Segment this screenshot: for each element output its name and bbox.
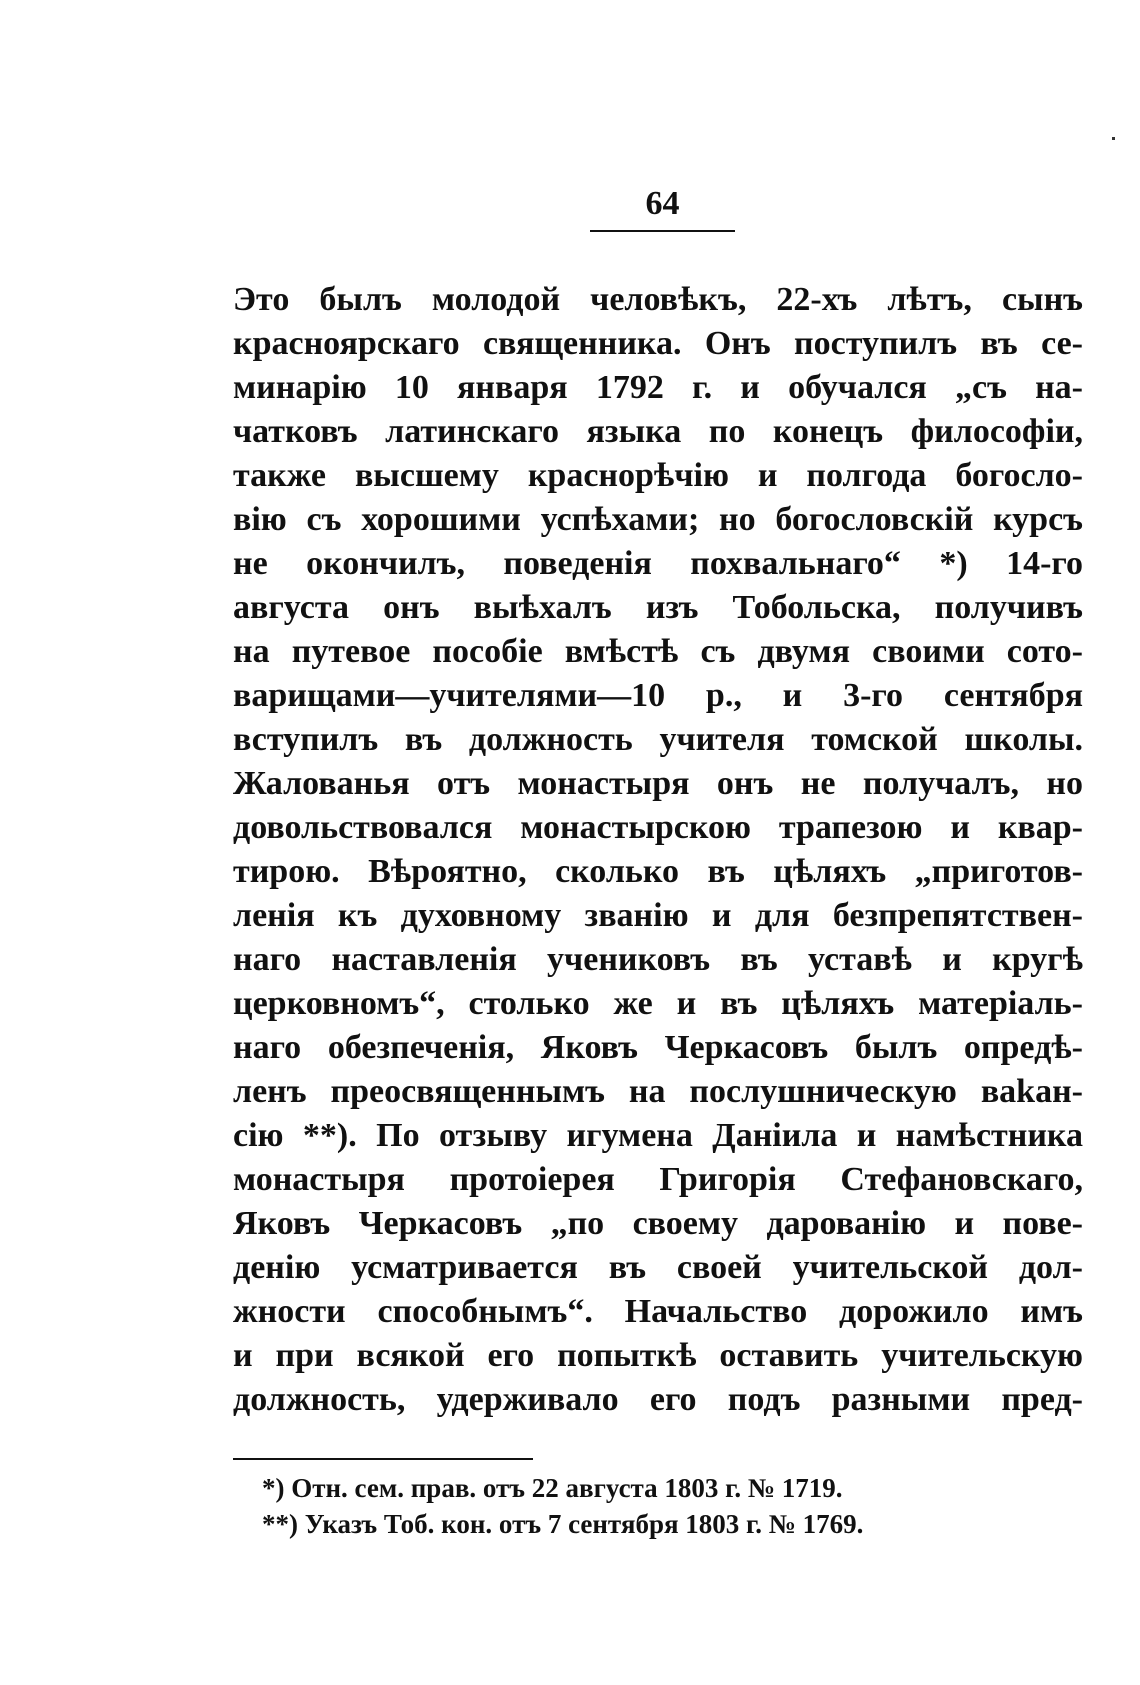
body-line: монастыря протоіерея Григорія Стефановскаго, (233, 1161, 1083, 1198)
body-line: минарію 10 января 1792 г. и обучался „съ на- (233, 369, 1083, 406)
body-line: Яковъ Черкасовъ „по своему дарованію и пове- (233, 1205, 1083, 1242)
body-line: красноярскаго священника. Онъ поступилъ въ се- (233, 325, 1083, 362)
body-line: вію съ хорошими успѣхами; но богословскій курсъ (233, 501, 1083, 538)
body-line: тирою. Вѣроятно, сколько въ цѣляхъ „приготов- (233, 853, 1083, 890)
scan-speck (1112, 137, 1115, 140)
body-line: не окончилъ, поведенія похвальнаго“ *) 14-го (233, 545, 1083, 582)
body-line: жности способнымъ“. Начальство дорожило имъ (233, 1293, 1083, 1330)
body-line: варищами—учителями—10 р., и 3-го сентября (233, 677, 1083, 714)
body-line: наго наставленія учениковъ въ уставѣ и кругѣ (233, 941, 1083, 978)
footnote-1: *) Отн. сем. прав. отъ 22 августа 1803 г. № 1719. (262, 1473, 843, 1503)
body-line: Это былъ молодой человѣкъ, 22-хъ лѣтъ, сынъ (233, 281, 1083, 318)
body-line: вступилъ въ должность учителя томской школы. (233, 721, 1083, 758)
body-line: августа онъ выѣхалъ изъ Тобольска, получивъ (233, 589, 1083, 626)
body-line: на путевое пособіе вмѣстѣ съ двумя своими сото- (233, 633, 1083, 670)
page-number: 64 (645, 185, 680, 222)
body-line: церковномъ“, столько же и въ цѣляхъ матеріаль- (233, 985, 1083, 1022)
footnote-2: **) Указъ Тоб. кон. отъ 7 сентября 1803 г. № 1769. (262, 1509, 864, 1539)
body-line: наго обезпеченія, Яковъ Черкасовъ былъ опредѣ- (233, 1029, 1083, 1066)
body-line: также высшему краснорѣчію и полгода богосло- (233, 457, 1083, 494)
body-line: и при всякой его попыткѣ оставить учительскую (233, 1337, 1083, 1374)
body-line: ленія къ духовному званію и для безпрепятствен- (233, 897, 1083, 934)
body-line: должность, удерживало его подъ разными пред- (233, 1381, 1083, 1418)
body-line: довольствовался монастырскою трапезою и квар- (233, 809, 1083, 846)
body-line: сію **). По отзыву игумена Даніила и намѣстника (233, 1117, 1083, 1154)
body-line: ленъ преосвященнымъ на послушническую ваkан- (233, 1073, 1083, 1110)
body-line: Жалованья отъ монастыря онъ не получалъ, но (233, 765, 1083, 802)
page-number-underline (590, 230, 735, 232)
footnotes (262, 1470, 1022, 1542)
body-line: денію усматривается въ своей учительской дол- (233, 1249, 1083, 1286)
body-text (233, 278, 1083, 1422)
body-line: чатковъ латинскаго языка по конецъ философіи, (233, 413, 1083, 450)
footnote-separator (233, 1458, 533, 1460)
